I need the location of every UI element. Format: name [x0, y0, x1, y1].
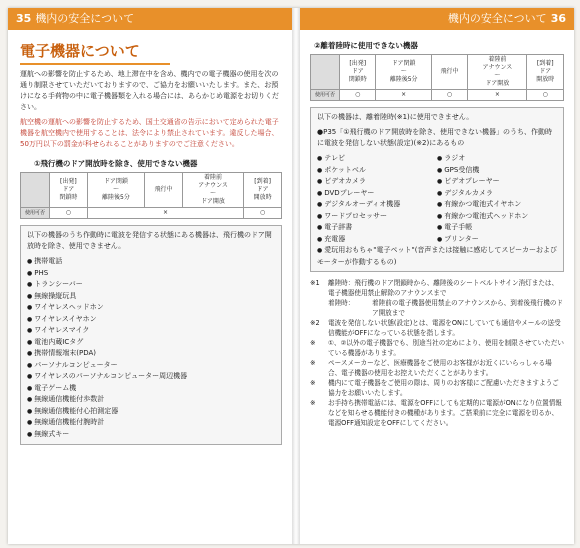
- list-item: ● 無線操縦玩具: [27, 291, 275, 303]
- list-item: ● 無線通信機能付腕時計: [27, 417, 275, 429]
- col-header: [出発] ドア 閉鎖時: [50, 173, 88, 208]
- list-item: ● トランシーバー: [27, 279, 275, 291]
- usage-table-1: [20, 172, 282, 219]
- list-item: ● ポケットベル: [317, 165, 437, 177]
- footnote: ※ ペースメーカーなど、医療機器をご使用のお客様がお近くにいらっしゃる場合、電子機器の使用をお控えいただくことがあります。: [310, 359, 552, 377]
- page-number: 35: [16, 12, 32, 25]
- footnote: ※ 機内にて電子機器をご使用の際は、周りのお客様にご配慮いただきますようご協力をお願いいたします。: [310, 379, 559, 397]
- list-item: ● ビデオプレーヤー: [437, 176, 557, 188]
- header-title: 機内の安全について: [35, 12, 135, 25]
- footnote: ※2 電波を発信しない状態(設定)とは、電源をONにしていても通信やメールの送受信機能がOFFになっている状態を指します。: [310, 319, 561, 337]
- list-item: ● ワイヤレスマイク: [27, 325, 275, 337]
- device-list-last: [317, 245, 557, 267]
- mark-cell: ○: [50, 208, 88, 219]
- footnote-sub: 着陸時： 着陸前の電子機器使用禁止のアナウンスから、到着後飛行機のドア開放まで: [328, 299, 564, 317]
- col-header: [到着] ドア 開放時: [244, 173, 282, 208]
- list-item: ● 電池内蔵ICタグ: [27, 337, 275, 349]
- list-item: ● 有線かつ電池式イヤホン: [437, 199, 557, 211]
- box-intro-2: ●P35「①飛行機のドア開放時を除き、使用できない機器」のうち、作動時に電波を発信しない状態(設定)(※2)にあるもの: [317, 128, 553, 147]
- list-item: ● 電子辞書: [317, 222, 437, 234]
- footnote: ※1 離陸時：飛行機のドア閉鎖時から、離陸後のシートベルトサイン消灯または、電子機器使用禁止解除のアナウンスまで: [310, 279, 559, 297]
- table2-title: ②離着陸時に使用できない機器: [314, 41, 418, 50]
- list-item: ● パーソナルコンピューター: [27, 360, 275, 372]
- footnote: ※ お手持ち携帯電話には、電源をOFFにしても定期的に電源がONになり位置情報などを知らせる機能付きの機種があります。ご搭乗前に完全に電源を切るか、電源OFF通知設定をOFFにしてください。: [310, 399, 562, 427]
- mark-cell: ×: [87, 208, 243, 219]
- list-item: ● デジタルオーディオ機器: [317, 199, 437, 211]
- header-title: 機内の安全について: [447, 12, 547, 25]
- booklet-spread: [8, 8, 574, 544]
- box-text: 以下の機器のうち作動時に電波を発信する状態にある機器は、飛行機のドア開放時を除き、使用できません。: [27, 231, 272, 250]
- mark-cell: ○: [244, 208, 282, 219]
- usage-table-2: [310, 54, 564, 101]
- list-item: ● 有線かつ電池式ヘッドホン: [437, 211, 557, 223]
- list-item: ● デジタルカメラ: [437, 188, 557, 200]
- legal-warning: 航空機の運航への影響を防止するため、国土交通省の告示において定められた電子機器を航空機内で使用することは、法令により禁止されています。違反した場合、50万円以下の罰金が科せられることがありますのでご注意ください。: [20, 118, 279, 148]
- list-item: ● テレビ: [317, 153, 437, 165]
- page-header-left: [8, 8, 292, 30]
- list-item: ● ワイヤレスのパーソナルコンピューター周辺機器: [27, 371, 275, 383]
- list-item: ● 無線通信機能付歩数計: [27, 394, 275, 406]
- list-item: ● プリンター: [437, 234, 557, 246]
- col-header: ドア閉鎖 〜 離陸後5分: [376, 55, 431, 90]
- list-item: ● ワードプロセッサー: [317, 211, 437, 223]
- table1-title: ①飛行機のドア開放時を除き、使用できない機器: [34, 159, 198, 168]
- list-item: ● DVDプレーヤー: [317, 188, 437, 200]
- col-header: 飛行中: [145, 173, 183, 208]
- list-item: ● 無線式キー: [27, 429, 275, 441]
- list-item: ● ビデオカメラ: [317, 176, 437, 188]
- list-item: ● ワイヤレスヘッドホン: [27, 302, 275, 314]
- mark-cell: ×: [376, 90, 431, 101]
- device-list-box-2: [310, 107, 564, 272]
- footnote: ※ ①、②以外の電子機器でも、別途当社の定めにより、使用を制限させていただいている機器があります。: [310, 339, 565, 357]
- page-header-right: [300, 8, 574, 30]
- mark-cell: ○: [340, 90, 376, 101]
- col-header: 飛行中: [431, 55, 467, 90]
- list-item: ● 無線通信機能付心拍測定器: [27, 406, 275, 418]
- list-item: ● PHS: [27, 268, 275, 280]
- col-header: 着陸前 アナウンス 〜 ドア開放: [468, 55, 527, 90]
- device-list-box: [20, 225, 282, 445]
- book-gutter: [292, 8, 300, 544]
- page-36: [300, 8, 574, 544]
- box-intro: 以下の機器は、離着陸時(※1)に使用できません。: [317, 113, 474, 121]
- list-item: ● 電子ゲーム機: [27, 383, 275, 395]
- device-list-right: [437, 153, 557, 245]
- col-header: ドア閉鎖 〜 離陸後5分: [87, 173, 144, 208]
- page-number: 36: [550, 12, 566, 25]
- mark-cell: ○: [431, 90, 467, 101]
- section-title: 電子機器について: [20, 40, 170, 65]
- list-item: ● 携帯情報端末(PDA): [27, 348, 275, 360]
- col-header: 着陸前 アナウンス 〜 ドア開放: [182, 173, 243, 208]
- list-item: ● ワイヤレスイヤホン: [27, 314, 275, 326]
- list-item: ● 携帯電話: [27, 256, 275, 268]
- list-item: ● 電子手帳: [437, 222, 557, 234]
- device-list-left: [317, 153, 437, 245]
- list-item: ● ラジオ: [437, 153, 557, 165]
- mark-cell: ○: [527, 90, 564, 101]
- col-header: [出発] ドア 閉鎖時: [340, 55, 376, 90]
- list-item: ● 愛玩用おもちゃ"電子ペット"(音声または接触に感応してスピーカーおよびモーターが作動するもの): [317, 245, 557, 267]
- device-list: [27, 256, 275, 440]
- list-item: ● GPS受信機: [437, 165, 557, 177]
- footnotes: [310, 278, 564, 428]
- row-label: 使用可否: [311, 90, 340, 101]
- intro-text: 運航への影響を防止するため、地上滞在中を含め、機内での電子機器の使用を次の通り制限させていただいておりますので、ご協力をお願いいたします。また、お預けになる手荷物の中に電子機器類を入れる場合には、あらかじめ電源をお切りください。: [20, 70, 279, 111]
- row-label: 使用可否: [21, 208, 50, 219]
- col-header: [到着] ドア 開放時: [527, 55, 564, 90]
- list-item: ● 充電器: [317, 234, 437, 246]
- page-35: [8, 8, 292, 544]
- mark-cell: ×: [468, 90, 527, 101]
- device-columns: [317, 153, 557, 245]
